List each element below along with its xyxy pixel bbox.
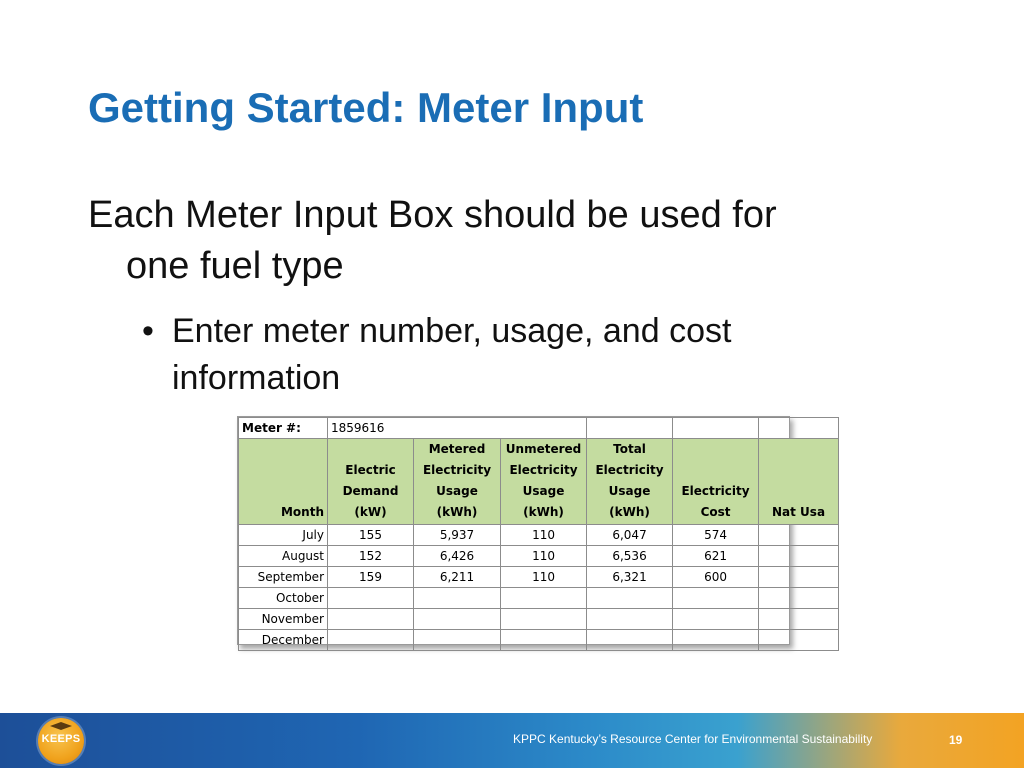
table-row	[239, 630, 839, 651]
footer-organization: KPPC Kentucky’s Resource Center for Environmental Sustainability	[513, 732, 873, 746]
metered-cell[interactable]: 6,426	[414, 546, 501, 567]
keeps-logo	[38, 718, 84, 764]
unmetered-cell[interactable]	[501, 609, 587, 630]
column-header-unmetered: Unmetered Electricity Usage (kWh)	[501, 439, 587, 525]
table-cell[interactable]	[587, 418, 673, 439]
column-header-cost: Electricity Cost	[673, 439, 759, 525]
table-row	[239, 546, 839, 567]
table-row	[239, 525, 839, 546]
unmetered-cell[interactable]: 110	[501, 567, 587, 588]
meter-input-spreadsheet	[237, 416, 826, 647]
month-cell: July	[239, 525, 328, 546]
metered-cell[interactable]: 5,937	[414, 525, 501, 546]
unmetered-cell[interactable]	[501, 588, 587, 609]
natural-gas-cell[interactable]	[759, 588, 839, 609]
month-cell: September	[239, 567, 328, 588]
column-header-month: Month	[239, 439, 328, 525]
demand-cell[interactable]: 159	[328, 567, 414, 588]
total-cell[interactable]: 6,047	[587, 525, 673, 546]
natural-gas-cell[interactable]	[759, 525, 839, 546]
header-row	[239, 439, 839, 525]
table-row	[239, 609, 839, 630]
natural-gas-cell[interactable]	[759, 630, 839, 651]
unmetered-cell[interactable]: 110	[501, 546, 587, 567]
cost-cell[interactable]: 574	[673, 525, 759, 546]
total-cell[interactable]: 6,536	[587, 546, 673, 567]
table-row	[239, 588, 839, 609]
demand-cell[interactable]: 152	[328, 546, 414, 567]
table-row	[239, 567, 839, 588]
body-paragraph	[88, 190, 948, 292]
demand-cell[interactable]	[328, 609, 414, 630]
cost-cell[interactable]: 600	[673, 567, 759, 588]
meter-label: Meter #:	[239, 418, 328, 439]
unmetered-cell[interactable]: 110	[501, 525, 587, 546]
page-number: 19	[949, 733, 963, 747]
column-header-metered: Metered Electricity Usage (kWh)	[414, 439, 501, 525]
bullet-marker: •	[142, 312, 154, 350]
logo-label: KEEPS	[41, 733, 81, 745]
cost-cell[interactable]	[673, 630, 759, 651]
total-cell[interactable]: 6,321	[587, 567, 673, 588]
month-cell: December	[239, 630, 328, 651]
unmetered-cell[interactable]	[501, 630, 587, 651]
graduation-cap-icon	[50, 722, 72, 730]
month-cell: November	[239, 609, 328, 630]
slide-title: Getting Started: Meter Input	[88, 84, 644, 131]
bullet-item	[142, 308, 902, 402]
natural-gas-cell[interactable]	[759, 546, 839, 567]
table-cell[interactable]	[673, 418, 759, 439]
column-header-natural-gas: Nat Usa	[759, 439, 839, 525]
cost-cell[interactable]: 621	[673, 546, 759, 567]
metered-cell[interactable]: 6,211	[414, 567, 501, 588]
body-line-1: Each Meter Input Box should be used for	[88, 194, 777, 236]
metered-cell[interactable]	[414, 588, 501, 609]
meter-number-value[interactable]: 1859616	[328, 418, 587, 439]
meter-table	[238, 417, 839, 651]
bullet-line-2: information	[172, 359, 341, 397]
demand-cell[interactable]	[328, 588, 414, 609]
metered-cell[interactable]	[414, 630, 501, 651]
metered-cell[interactable]	[414, 609, 501, 630]
month-cell: August	[239, 546, 328, 567]
demand-cell[interactable]	[328, 630, 414, 651]
month-cell: October	[239, 588, 328, 609]
natural-gas-cell[interactable]	[759, 567, 839, 588]
total-cell[interactable]	[587, 609, 673, 630]
total-cell[interactable]	[587, 630, 673, 651]
cost-cell[interactable]	[673, 609, 759, 630]
total-cell[interactable]	[587, 588, 673, 609]
natural-gas-cell[interactable]	[759, 609, 839, 630]
column-header-demand: Electric Demand (kW)	[328, 439, 414, 525]
demand-cell[interactable]: 155	[328, 525, 414, 546]
footer-bar	[0, 713, 1024, 768]
meter-number-row	[239, 418, 839, 439]
cost-cell[interactable]	[673, 588, 759, 609]
column-header-total: Total Electricity Usage (kWh)	[587, 439, 673, 525]
body-line-2: one fuel type	[126, 245, 344, 287]
table-cell[interactable]	[759, 418, 839, 439]
bullet-line-1: Enter meter number, usage, and cost	[172, 312, 732, 350]
